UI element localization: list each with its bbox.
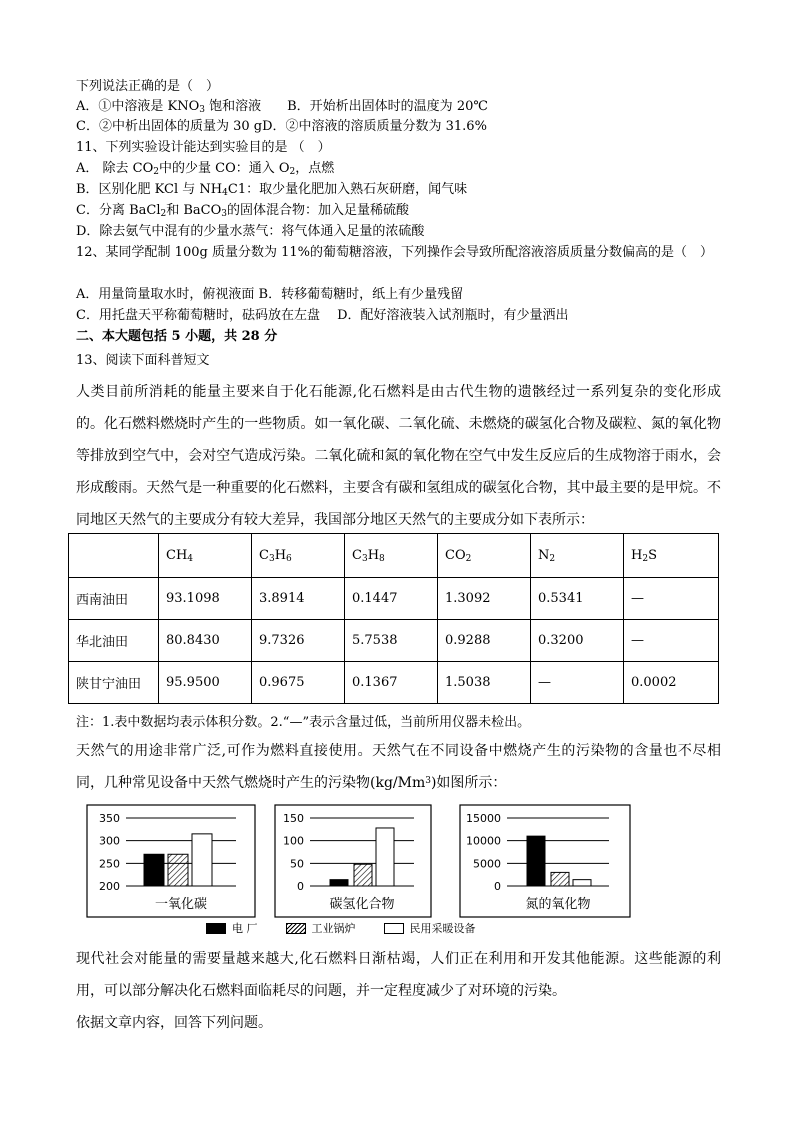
- legend-item: 工业锅炉: [286, 920, 356, 936]
- chart-title: 氮的氧化物: [525, 897, 591, 912]
- chart-co: [86, 804, 256, 922]
- article-paragraph-2: 天然气的用途非常广泛,可作为燃料直接使用。天然气在不同设备中燃烧产生的污染物的含量也不尽相同，几种常见设备中天然气燃烧时产生的污染物(kg/Mm$^3$)如图所示：: [76, 743, 721, 791]
- q12-option-cd: C．用托盘天平称葡萄糖时，砝码放在左盘 D．配好溶液装入试剂瓶时，有少量洒出: [76, 308, 569, 323]
- y-tick-label: 100: [283, 834, 304, 848]
- y-tick-label: 0: [494, 880, 501, 893]
- table-cell: —: [624, 620, 719, 662]
- table-header-cell: $CO_2$: [438, 534, 531, 578]
- y-tick-label: 250: [99, 857, 120, 871]
- article-paragraph-1: 人类目前所消耗的能量主要来自于化石能源,化石燃料是由古代生物的遗骸经过一系列复杂的变化形成的。化石燃料燃烧时产生的一些物质。如一氧化碳、二氧化硫、未燃烧的碳氢化合物及碳粒、氮的氧化物等排放到空气中，会对空气造成污染。二氧化硫和氮的氧化物在空气中发生反应后的生成物溶于雨水，会形成酸雨。天然气是一种重要的化石燃料，主要含有碳和氢组成的碳氢化合物，其中最主要的是甲烷。不同地区天然气的主要成分有较大差异，我国部分地区天然气的主要成分如下表所示：: [76, 384, 721, 528]
- bar-residential-heating: [192, 834, 212, 886]
- y-tick-label: 0: [297, 880, 304, 893]
- legend-swatch-empty: [384, 923, 404, 934]
- bar-residential-heating: [376, 828, 394, 886]
- table-cell: 80.8430: [159, 620, 252, 662]
- bar-residential-heating: [573, 880, 591, 886]
- y-tick-label: 150: [283, 812, 304, 825]
- chart-legend: [206, 920, 504, 936]
- y-tick-label: 350: [99, 812, 120, 825]
- table-cell: 93.1098: [159, 578, 252, 620]
- table-cell: 1.5038: [438, 662, 531, 704]
- y-tick-label: 5000: [473, 857, 501, 871]
- table-cell: 0.9675: [252, 662, 345, 704]
- q10-option-ab: A．①中溶液是 $KNO_3$ 饱和溶液 B．开始析出固体时的温度为 20℃: [76, 99, 488, 115]
- table-cell: 陕甘宁油田: [69, 662, 159, 704]
- chart-title: 一氧化碳: [154, 897, 208, 912]
- q12-stem: 12、某同学配制 100g 质量分数为 11%的葡萄糖溶液，下列操作会导致所配溶液溶质质量分数偏高的是（ ）: [76, 245, 713, 260]
- bar-industrial-boiler: [551, 872, 569, 886]
- y-tick-label: 10000: [466, 834, 501, 848]
- bar-industrial-boiler: [354, 864, 372, 886]
- chart-hydrocarbon: [274, 804, 432, 922]
- chart-title: 碳氢化合物: [329, 897, 395, 912]
- article-paragraph-4: 依据文章内容，回答下列问题。: [76, 1015, 272, 1031]
- y-tick-label: 300: [99, 834, 120, 848]
- legend-swatch-hatched: [286, 923, 306, 934]
- q10-stem: 下列说法正确的是（ ）: [76, 79, 220, 94]
- table-note: 注：1.表中数据均表示体积分数。2.“—”表示含量过低，当前所用仪器未检出。: [76, 715, 531, 730]
- table-cell: 0.1447: [345, 578, 438, 620]
- legend-item: 民用采暖设备: [384, 920, 476, 936]
- y-tick-label: 200: [99, 880, 120, 893]
- table-cell: 9.7326: [252, 620, 345, 662]
- table-cell: 5.7538: [345, 620, 438, 662]
- table-row: [69, 662, 719, 704]
- section-heading: 二、本大题包括 5 小题，共 28 分: [76, 329, 278, 344]
- table-header-row: [69, 534, 719, 578]
- chart-nox-svg: [459, 804, 631, 918]
- y-tick-label: 15000: [466, 812, 501, 825]
- table-header-cell: $CH_4$: [159, 534, 252, 578]
- legend-item: 电 厂: [206, 920, 258, 936]
- table-cell: 0.1367: [345, 662, 438, 704]
- y-tick-label: 50: [290, 857, 304, 871]
- table-header-cell: $H_2S$: [624, 534, 719, 578]
- q10-option-cd: C．②中析出固体的质量为 30 gD．②中溶液的溶质质量分数为 31.6%: [76, 119, 487, 134]
- table-header-cell: $C_3H_6$: [252, 534, 345, 578]
- q13-title: 13、阅读下面科普短文: [76, 353, 210, 368]
- chart-nox: [459, 804, 631, 922]
- table-cell: —: [531, 662, 624, 704]
- table-cell: 0.0002: [624, 662, 719, 704]
- bar-power-plant: [144, 854, 164, 886]
- bar-power-plant: [527, 836, 545, 886]
- table-row: [69, 620, 719, 662]
- table-row: [69, 578, 719, 620]
- q12-option-ab: A．用量筒量取水时，俯视液面 B．转移葡萄糖时，纸上有少量残留: [76, 287, 464, 302]
- chart-hydrocarbon-svg: [274, 804, 432, 918]
- bar-power-plant: [330, 880, 348, 886]
- table-cell: 3.8914: [252, 578, 345, 620]
- table-cell: 0.9288: [438, 620, 531, 662]
- q11-stem: 11、下列实验设计能达到实验目的是 （ ）: [76, 140, 331, 155]
- table-header-cell: [69, 534, 159, 578]
- article-paragraph-3: 现代社会对能量的需要量越来越大,化石燃料日渐枯竭，人们正在利用和开发其他能源。这些能源的利用，可以部分解决化石燃料面临耗尽的问题，并一定程度减少了对环境的污染。: [76, 951, 721, 999]
- q11-option-c: C．分离 BaCl$_2$和 BaCO$_3$的固体混合物：加入足量稀硫酸: [76, 203, 410, 219]
- legend-swatch-solid: [206, 923, 226, 934]
- table-cell: 1.3092: [438, 578, 531, 620]
- gas-composition-table: [68, 533, 719, 704]
- table-header-cell: $C_3H_8$: [345, 534, 438, 578]
- q11-option-b: B．区别化肥 KCl 与 $NH_4C1$：取少量化肥加入熟石灰研磨，闻气味: [76, 182, 468, 198]
- table-cell: 华北油田: [69, 620, 159, 662]
- bar-industrial-boiler: [168, 854, 188, 886]
- table-cell: 95.9500: [159, 662, 252, 704]
- table-cell: 0.5341: [531, 578, 624, 620]
- q11-option-d: D．除去氨气中混有的少量水蒸气：将气体通入足量的浓硫酸: [76, 224, 425, 239]
- table-cell: —: [624, 578, 719, 620]
- table-cell: 0.3200: [531, 620, 624, 662]
- table-header-cell: $N_2$: [531, 534, 624, 578]
- q11-option-a: A． 除去 $CO_2$中的少量 CO：通入 $O_2$，点燃: [76, 161, 335, 177]
- table-cell: 西南油田: [69, 578, 159, 620]
- chart-co-svg: [86, 804, 256, 918]
